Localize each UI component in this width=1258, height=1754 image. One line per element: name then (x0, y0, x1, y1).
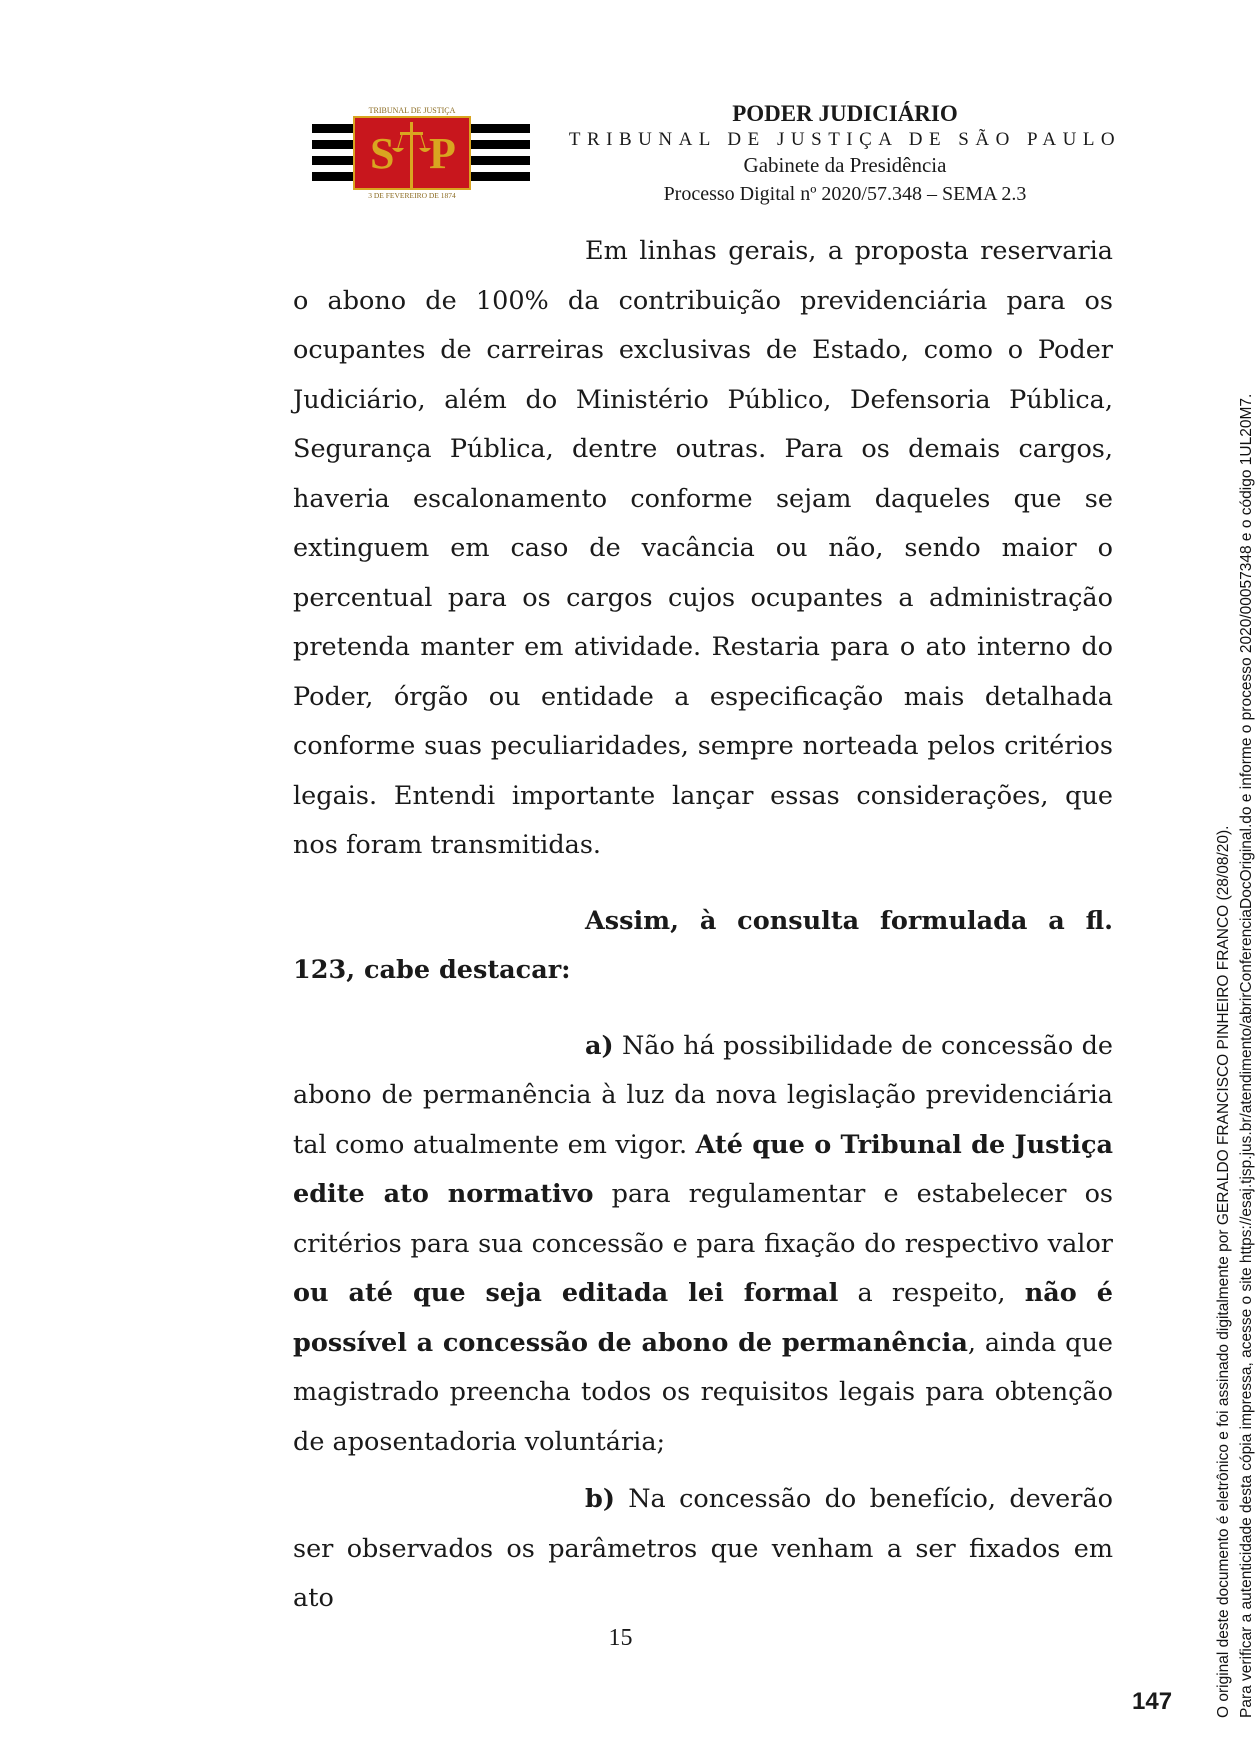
item-b-label: b) (585, 1484, 615, 1514)
item-a-text-3: a respeito, (838, 1278, 1025, 1308)
logo-letter-p: P (429, 129, 456, 178)
tjsp-coat-of-arms-logo (312, 104, 530, 200)
page-number: 15 (608, 1625, 633, 1651)
consulta-heading: Assim, à consulta formulada a fl. 123, cabe destacar: (293, 905, 1113, 985)
document-header (300, 100, 1160, 220)
signature-line-1: O original deste documento é eletrônico e foi assinado digitalmente por GERALDO FRANCISCO PINHEIRO FRANCO (28/08/20). (1215, 825, 1232, 1718)
signature-line-2: Para verificar a autenticidade desta cópia impressa, acesse o site https://esaj.tjsp.jus.br/atendimento/abrirConferenciaDocOriginal.do e informe o processo 2020/00057348 e o código 1UL20M7. (1238, 393, 1255, 1718)
paragraph-consulta (293, 897, 1113, 996)
digital-signature-sidebar (1212, 258, 1258, 1718)
document-body (293, 227, 1113, 1624)
logo-bottom-text: 3 DE FEVEREIRO DE 1874 (368, 191, 456, 200)
item-a-text-4: , ainda que magistrado preencha todos os requisitos legais para obtenção de aposentadoria voluntária; (293, 1327, 1114, 1457)
header-tribunal: TRIBUNAL DE JUSTIÇA DE SÃO PAULO (568, 129, 1122, 150)
header-title: PODER JUDICIÁRIO (732, 101, 958, 126)
header-gabinete: Gabinete da Presidência (743, 153, 947, 177)
header-processo: Processo Digital nº 2020/57.348 – SEMA 2.3 (663, 183, 1027, 205)
item-a-bold-2: ou até que seja editada lei formal (293, 1278, 839, 1308)
item-a-label: a) (585, 1030, 614, 1061)
stamp-page-number: 147 (1132, 1688, 1173, 1715)
paragraph-proposal: Em linhas gerais, a proposta reservaria o abono de 100% da contribuição previdenciária para os ocupantes de carreiras exclusivas de Estado, como o Poder Judiciário, além do Ministério Público, Defensoria Pública, Segurança Pública, dentre outras. Para os demais cargos, haveria escalonamento conforme sejam daqueles que se extinguem em caso de vacância ou não, sendo maior o percentual para os cargos cujos ocupantes a administração pretenda manter em atividade. Restaria para o ato interno do Poder, órgão ou entidade a especificação mais detalhada conforme suas peculiaridades, sempre norteada pelos critérios legais. Entendi importante lançar essas considerações, que nos foram transmitidas. (293, 236, 1113, 860)
header-text-block (525, 100, 1165, 210)
item-a-text-2: para regulamentar e estabelecer os critérios para sua concessão e para fixação do respectivo valor (293, 1179, 1114, 1259)
logo-top-text: TRIBUNAL DE JUSTIÇA (368, 106, 456, 115)
logo-letter-s: S (370, 129, 395, 178)
item-a-bold-3: não é possível a concessão de abono de permanência (293, 1278, 1113, 1358)
item-a (293, 1022, 1113, 1468)
item-b-text: Na concessão do benefício, deverão ser observados os parâmetros que venham a ser fixados em ato (293, 1484, 1113, 1613)
item-a-text-1: Não há possibilidade de concessão de abono de permanência à luz da nova legislação previdenciária tal como atualmente em vigor. (293, 1030, 1113, 1160)
item-b (293, 1475, 1113, 1624)
item-a-bold-1: Até que o Tribunal de Justiça edite ato normativo (293, 1129, 1113, 1209)
